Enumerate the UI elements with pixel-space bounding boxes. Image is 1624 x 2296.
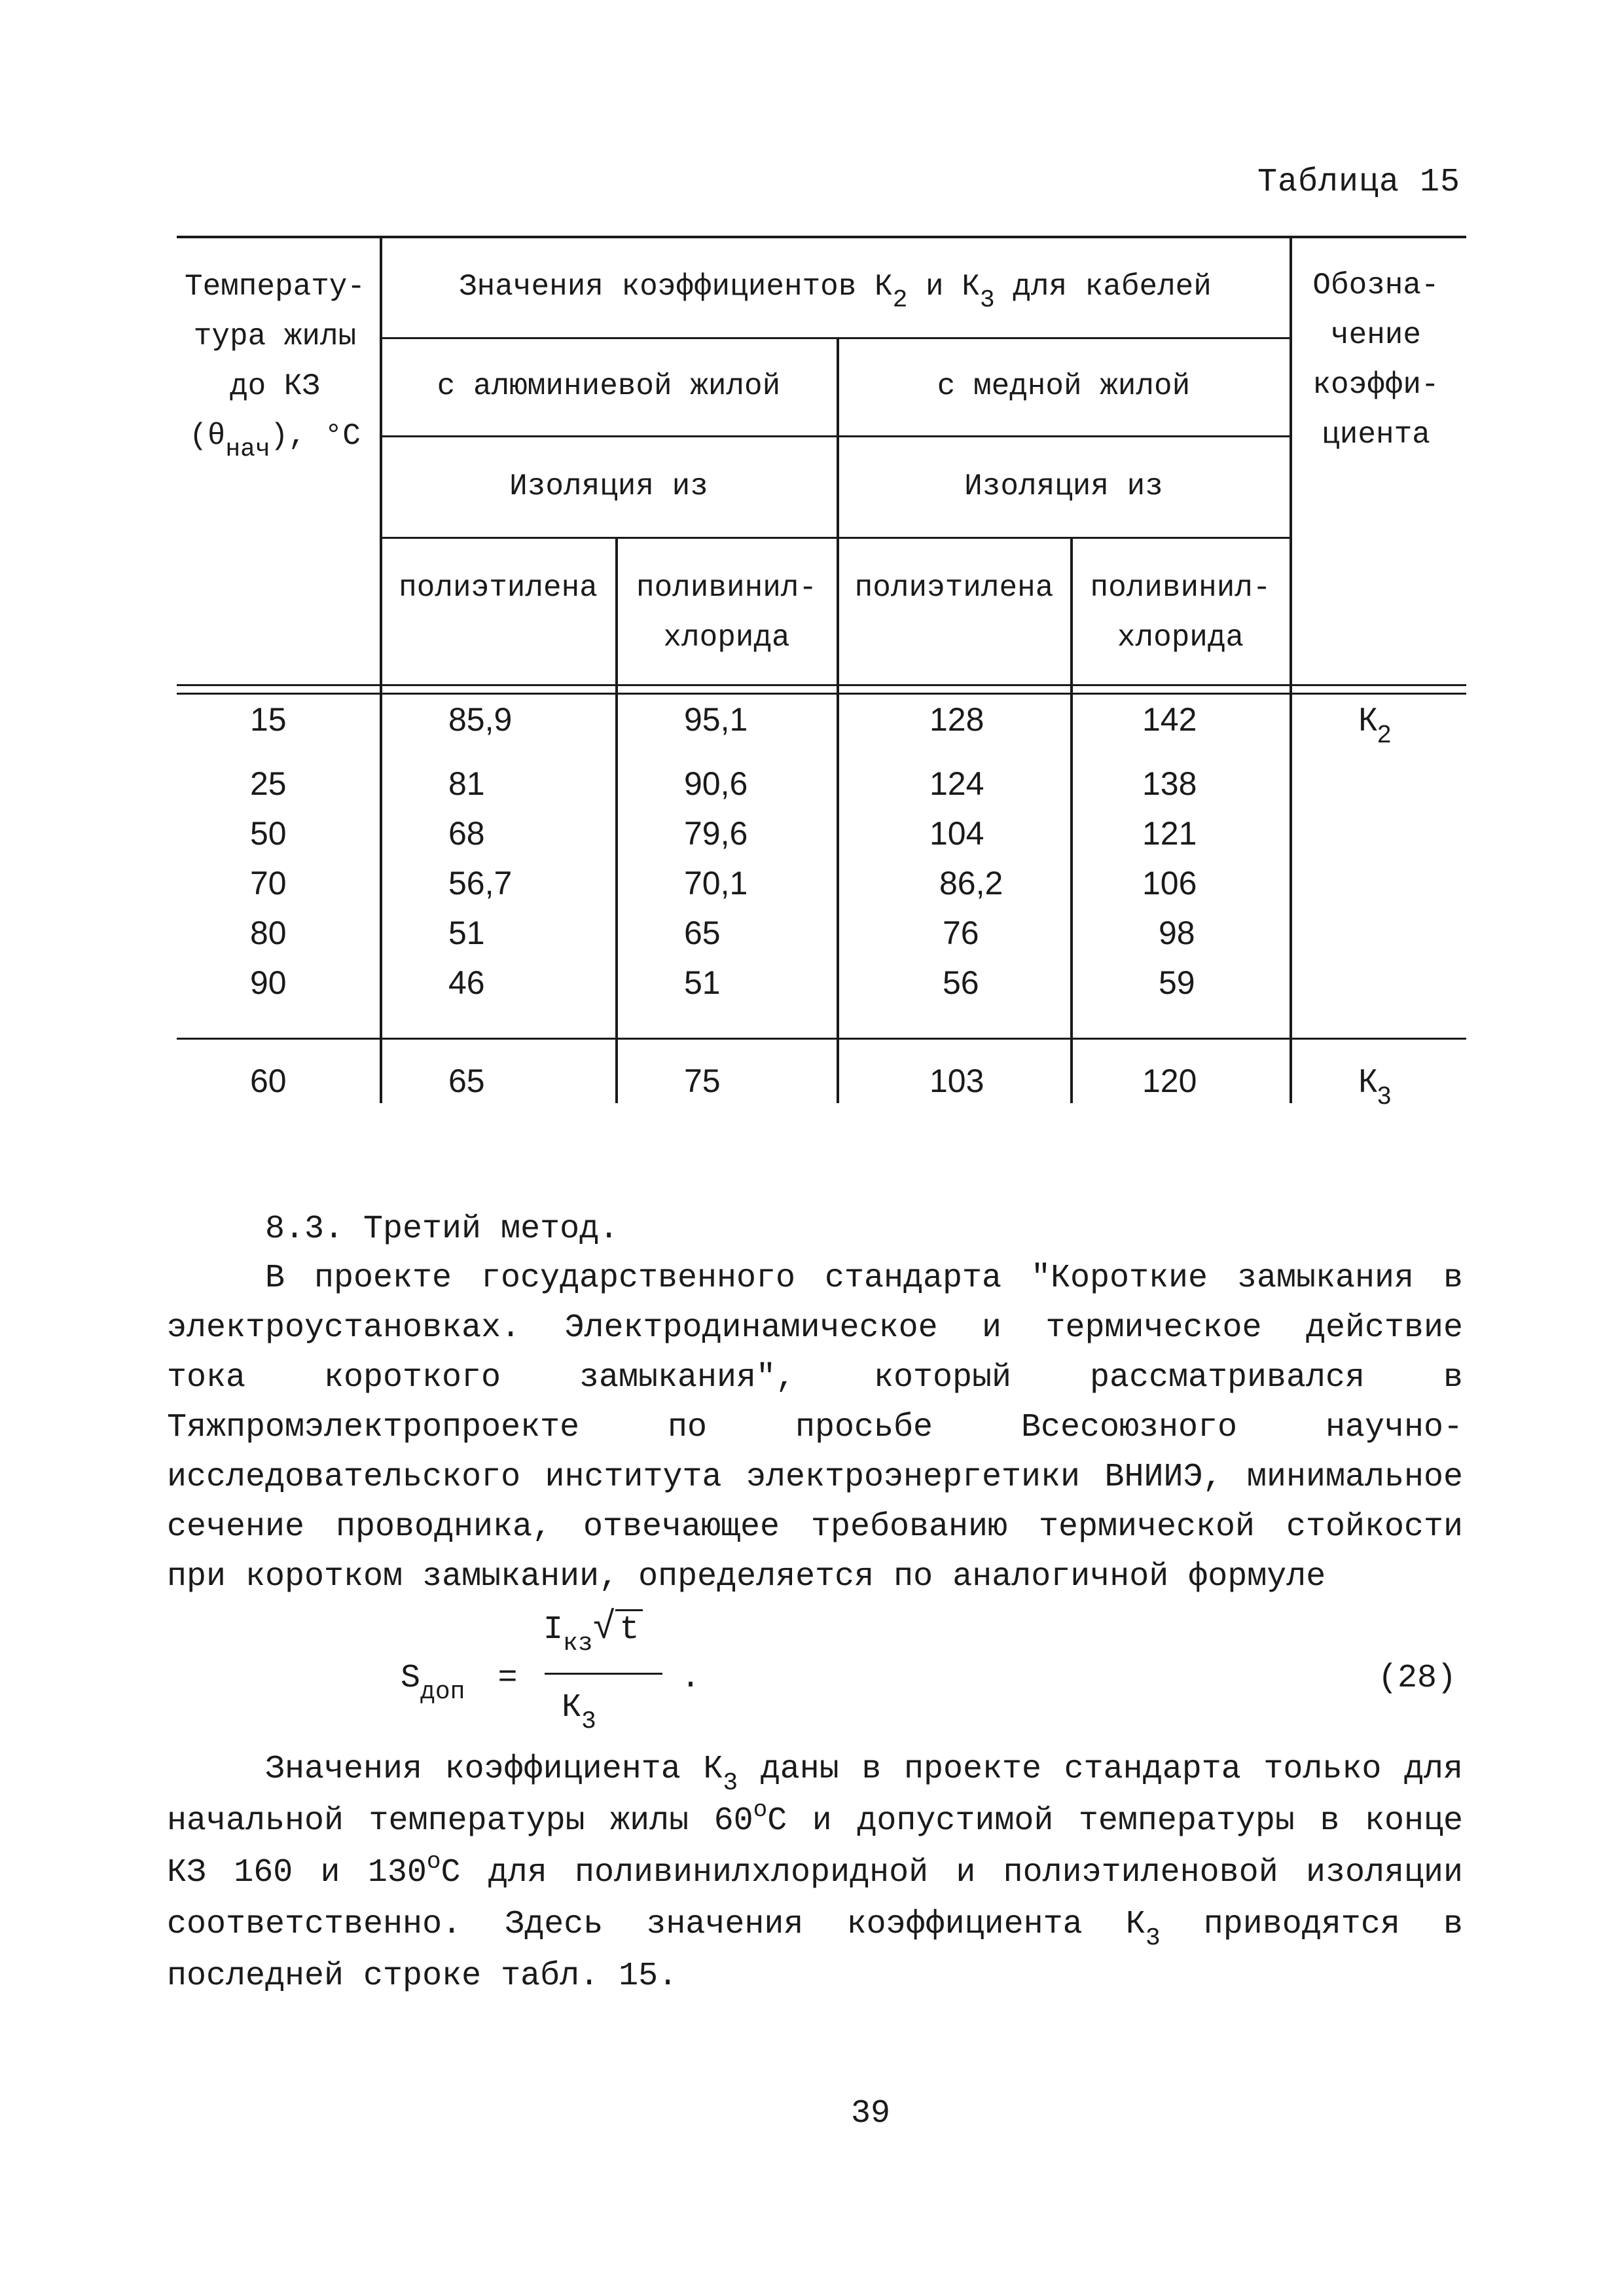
formula-fraction-bar	[545, 1673, 662, 1675]
k3-row-temp: 60	[250, 1063, 287, 1099]
header-temperature-line1: Температу-	[184, 270, 366, 304]
formula-s-sub: доп	[420, 1678, 465, 1706]
row-al-pe: 68	[448, 815, 485, 852]
row-cu-pvc: 138	[1142, 765, 1197, 802]
row-cu-pe: 104	[929, 815, 984, 852]
formula-numerator	[543, 1607, 643, 1658]
header-designation-line2: чение	[1330, 318, 1422, 352]
row-temp: 25	[250, 765, 287, 802]
formula-equals: =	[497, 1660, 518, 1697]
header-temperature-line3: до КЗ	[229, 369, 321, 403]
row-al-pe: 81	[448, 765, 485, 802]
k2-designation	[1358, 701, 1392, 748]
formula-current: I	[543, 1611, 564, 1649]
formula-time: t	[615, 1609, 643, 1649]
header-pvc-al-line2: хлорида	[663, 621, 790, 655]
col-divider-3	[837, 337, 839, 1103]
paragraph-2-sub2: 3	[1145, 1924, 1161, 1952]
header-temperature-line2: тура жилы	[193, 319, 357, 354]
row-cu-pvc: 98	[1159, 915, 1195, 951]
header-designation-line3: коэффи-	[1312, 368, 1439, 402]
row-cu-pvc: 59	[1159, 964, 1195, 1001]
k3-row-cu-pe: 103	[929, 1063, 984, 1099]
paragraph-2-part5: приводятся в последней строке табл. 15.	[167, 1906, 1463, 1995]
header-rule-2	[381, 435, 1291, 437]
row-cu-pe: 128	[929, 701, 984, 738]
theta-symbol: (θ	[189, 419, 226, 453]
row-al-pe: 56,7	[448, 865, 513, 902]
header-pvc-al	[617, 563, 837, 663]
paragraph-2-degree1: о	[753, 1796, 768, 1823]
row-al-pvc: 95,1	[684, 701, 748, 738]
row-temp: 15	[250, 701, 287, 738]
header-pe-al: полиэтилена	[399, 571, 598, 605]
row-cu-pe: 76	[943, 915, 979, 951]
header-pvc-cu	[1072, 563, 1290, 663]
formula-lhs	[401, 1660, 518, 1706]
coeff-title-sub-2: 2	[892, 286, 908, 314]
formula-number: (28)	[1378, 1660, 1457, 1697]
section-heading: 8.3. Третий метод.	[265, 1211, 619, 1248]
header-coefficients-title	[381, 262, 1290, 314]
header-pvc-cu-line1: поливинил-	[1090, 571, 1271, 605]
header-designation-line1: Обозна-	[1312, 268, 1439, 302]
paragraph-2-degree2: о	[426, 1848, 441, 1875]
paragraph-2-sub1: 3	[723, 1769, 738, 1797]
header-insulation-al: Изоляция из	[509, 469, 708, 503]
header-pvc-cu-line2: хлорида	[1117, 621, 1244, 655]
k3-row-al-pe: 65	[448, 1063, 485, 1099]
temperature-unit: ), °С	[270, 419, 361, 453]
header-temperature-line4	[170, 411, 380, 463]
formula-s: S	[401, 1660, 421, 1697]
row-cu-pvc: 106	[1142, 865, 1197, 902]
paragraph-1-text: В проекте государственного стандарта "Короткие замыкания в электроустановках. Электродинамическое и термическое действие тока короткого замыкания", который рассматривался в Тяжпромэлектропроекте по просьбе Всесоюзного научно-исследовательского института электроэнергетики ВНИИЭ, минимальное сечение проводника, отвечающее требованию термической стойкости при коротком замыкании, определяется по аналогичной формуле	[167, 1260, 1463, 1595]
header-bottom-rule-a	[177, 684, 1466, 686]
row-al-pvc: 90,6	[684, 765, 748, 802]
page-number: 39	[851, 2095, 891, 2132]
row-cu-pvc: 121	[1142, 815, 1197, 852]
header-rule-3	[381, 537, 1291, 539]
paragraph-1	[167, 1254, 1463, 1602]
row-temp: 90	[250, 964, 287, 1001]
header-pe-cu: полиэтилена	[854, 571, 1054, 605]
paragraph-2-part3: С и допустимой температуры в конце КЗ 160 и 130	[167, 1802, 1463, 1891]
header-designation-line4: циента	[1322, 418, 1430, 452]
header-insulation-cu: Изоляция из	[964, 469, 1163, 503]
row-al-pe: 51	[448, 915, 485, 951]
paragraph-2-part4: С для поливинилхлоридной и полиэтиленовой изоляции соответственно. Здесь значения коэффициента К	[167, 1854, 1463, 1943]
header-rule-1	[381, 337, 1291, 339]
theta-subscript: нач	[225, 435, 270, 464]
paragraph-2-part2: даны в проекте стандарта только для начальной температуры жилы 60	[167, 1751, 1463, 1840]
k2-subscript: 2	[1377, 721, 1392, 748]
header-designation	[1291, 261, 1461, 460]
k3-row-al-pvc: 75	[684, 1063, 721, 1099]
row-al-pe: 46	[448, 964, 485, 1001]
header-copper: с медной жилой	[937, 369, 1191, 403]
formula-current-sub: кз	[563, 1630, 593, 1658]
row-temp: 50	[250, 815, 287, 852]
row-cu-pe: 124	[929, 765, 984, 802]
row-al-pvc: 65	[684, 915, 721, 951]
k3-row-rule	[177, 1038, 1466, 1040]
paragraph-2-part1: Значения коэффициента К	[265, 1751, 723, 1788]
row-cu-pe: 56	[943, 964, 979, 1001]
header-aluminium: с алюминиевой жилой	[437, 369, 781, 403]
header-temperature	[170, 262, 380, 463]
formula-k: К	[562, 1689, 582, 1726]
table-top-border	[177, 236, 1466, 238]
header-pvc-al-line1: поливинил-	[636, 571, 818, 605]
coeff-title-sub-3: 3	[979, 286, 995, 314]
k3-letter: К	[1358, 1063, 1378, 1099]
coeff-title-text: Значения коэффициентов К	[459, 270, 893, 304]
sqrt-icon: √	[592, 1607, 616, 1650]
header-bottom-rule-b	[177, 693, 1466, 695]
k3-designation	[1358, 1062, 1392, 1110]
formula-dot: .	[681, 1660, 701, 1697]
row-cu-pvc: 142	[1142, 701, 1197, 738]
row-al-pvc: 70,1	[684, 865, 748, 902]
coeff-title-end: для кабелей	[994, 270, 1212, 304]
row-cu-pe: 86,2	[939, 865, 1003, 902]
formula-denominator	[562, 1689, 596, 1736]
coeff-title-and: и К	[907, 270, 980, 304]
row-al-pvc: 51	[684, 964, 721, 1001]
table-caption: Таблица 15	[1257, 164, 1460, 201]
paragraph-2	[167, 1745, 1463, 2001]
k2-letter: К	[1358, 701, 1378, 738]
row-al-pvc: 79,6	[684, 815, 748, 852]
row-al-pe: 85,9	[448, 701, 513, 738]
k3-row-cu-pvc: 120	[1142, 1063, 1197, 1099]
formula-k-sub: 3	[581, 1707, 596, 1736]
row-temp: 80	[250, 915, 287, 951]
row-temp: 70	[250, 865, 287, 902]
k3-subscript: 3	[1377, 1082, 1392, 1110]
